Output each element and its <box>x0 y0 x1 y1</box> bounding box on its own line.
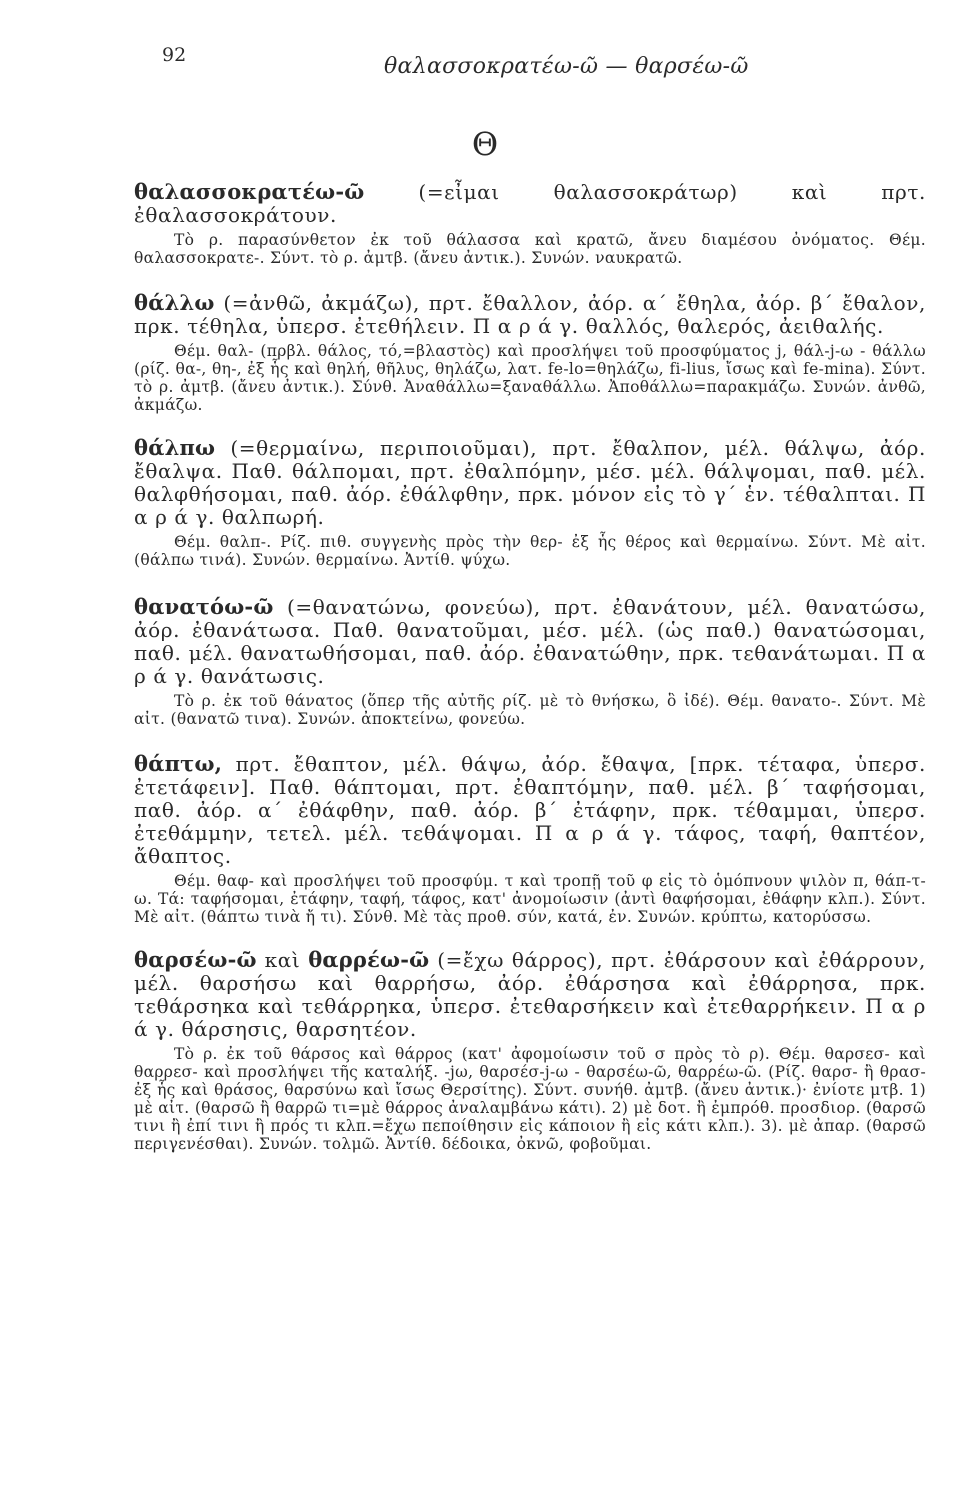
dictionary-entry <box>134 180 926 267</box>
running-head: θαλασσοκρατέω-ῶ — θαρσέω-ῶ <box>384 54 749 79</box>
entry-definition: (=ἀνθῶ, ἀκμάζω), πρτ. ἔθαλλον, ἀόρ. α΄ ἔθηλα, ἀόρ. β΄ ἔθαλον, πρκ. τέθηλα, ὑπερσ. ἐτεθήλειν. Π α ρ ά γ. θαλλός, θαλερός, ἀειθαλής. <box>134 291 926 338</box>
dictionary-entry <box>134 291 926 414</box>
section-letter: Θ <box>471 125 499 163</box>
entry-note: Θέμ. θαλ- (πρβλ. θάλος, τό,=βλαστὸς) καὶ προσλήψει τοῦ προσφύματος j, θάλ-j-ω - θάλλω (ρίζ. θα-, θη-, ἐξ ἧς καὶ θηλή, θῆλυς, θηλάζω, λατ. fe-lo=θηλάζω, fi-lius, ἴσως καὶ fe-mina). Σύντ. τὸ ρ. ἀμτβ. (ἄνευ ἀντικ.). Σύνθ. Ἀναθάλλω=ξαναθάλλω. Ἀποθάλλω=παρακμάζω. Συνών. ἀνθῶ, ἀκμάζω. <box>134 342 926 414</box>
entry-lemma: θανατόω-ῶ <box>134 594 274 619</box>
entry-note: Τὸ ρ. ἐκ τοῦ θάρσος καὶ θάρρος (κατ' ἀφομοίωσιν τοῦ σ πρὸς τὸ ρ). Θέμ. θαρσεσ- καὶ θαρρεσ- καὶ προσλήψει τῆς καταλήξ. -jω, θαρσέσ-j-ω - θαρσέω-ῶ, θαρρέω-ῶ. (Ρίζ. θαρσ- ἢ θρασ- ἐξ ἧς καὶ θράσος, θαρσύνω καὶ ἴσως Θερσίτης). Σύντ. συνήθ. ἀμτβ. (ἄνευ ἀντικ.)· ἐνίοτε μτβ. 1) μὲ αἰτ. (θαρσῶ ἢ θαρρῶ τι=μὲ θάρρος ἀναλαμβάνω κάτι). 2) μὲ δοτ. ἢ ἐμπρόθ. προσδιορ. (θαρσῶ τινι ἢ ἐπί τινι ἢ πρός τι κλπ.=ἔχω πεποίθησιν εἰς κάποιον ἢ εἰς κάτι κλπ.). 3). μὲ ἀπαρ. (θαρσῶ περιγενέσθαι). Συνών. τολμῶ. Ἀντίθ. δέδοικα, ὀκνῶ, φοβοῦμαι. <box>134 1045 926 1153</box>
entry-note: Θέμ. θαφ- καὶ προσλήψει τοῦ προσφύμ. τ καὶ τροπῇ τοῦ φ εἰς τὸ ὁμόπνουν ψιλὸν π, θάπ-τ-ω. Τά: ταφήσομαι, ἐτάφην, ταφή, τάφος, κατ' ἀνομοίωσιν (ἀντὶ θαφήσομαι, ἐθάφην κλπ.). Σύντ. Μὲ αἰτ. (θάπτω τινὰ ἤ τι). Σύνθ. Μὲ τὰς προθ. σύν, κατά, ἐν. Συνών. κρύπτω, κατορύσσω. <box>134 872 926 926</box>
lemma-connector: καὶ <box>256 948 309 972</box>
entry-lemma-variant: θαρρέω-ῶ <box>308 947 430 972</box>
dictionary-entry <box>134 595 926 728</box>
entry-lemma: θάπτω, <box>134 751 223 776</box>
dictionary-entry <box>134 752 926 926</box>
entry-definition: (=θανατώνω, φονεύω), πρτ. ἐθανάτουν, μέλ. θανατώσω, ἀόρ. ἐθανάτωσα. Παθ. θανατοῦμαι, μέσ. μέλ. (ὡς παθ.) θανατώσομαι, παθ. μέλ. θανατωθήσομαι, παθ. ἀόρ. ἐθανατώθην, πρκ. τεθανάτωμαι. Π α ρ ά γ. θανάτωσις. <box>134 595 926 688</box>
entries-column <box>134 180 926 1153</box>
entry-definition: (=ἔχω θάρρος), πρτ. ἐθάρσουν καὶ ἐθάρρουν, μέλ. θαρσήσω καὶ θαρρήσω, ἀόρ. ἐθάρσησα καὶ ἐθάρρησα, πρκ. τεθάρσηκα καὶ τεθάρρηκα, ὑπερσ. ἐτεθαρσήκειν καὶ ἐτεθαρρήκειν. Π α ρ ά γ. θάρσησις, θαρσητέον. <box>134 948 926 1041</box>
entry-note: Τὸ ρ. ἐκ τοῦ θάνατος (ὅπερ τῆς αὐτῆς ρίζ. μὲ τὸ θνήσκω, ὃ ἰδέ). Θέμ. θανατο-. Σύντ. Μὲ αἰτ. (θανατῶ τινα). Συνών. ἀποκτείνω, φονεύω. <box>134 692 926 728</box>
entry-note: Θέμ. θαλπ-. Ρίζ. πιθ. συγγενὴς πρὸς τὴν θερ- ἐξ ἧς θέρος καὶ θερμαίνω. Σύντ. Μὲ αἰτ. (θάλπω τινά). Συνών. θερμαίνω. Ἀντίθ. ψύχω. <box>134 533 926 569</box>
entry-definition: πρτ. ἔθαπτον, μέλ. θάψω, ἀόρ. ἔθαψα, [πρκ. τέταφα, ὑπερσ. ἐτετάφειν]. Παθ. θάπτομαι, πρτ. ἐθαπτόμην, παθ. μέλ. β΄ ταφήσομαι, παθ. ἀόρ. α΄ ἐθάφθην, παθ. ἀόρ. β΄ ἐτάφην, πρκ. τέθαμμαι, ὑπερσ. ἐτεθάμμην, τετελ. μέλ. τεθάψομαι. Π α ρ ά γ. τάφος, ταφή, θαπτέον, ἄθαπτος. <box>134 752 926 868</box>
dictionary-entry <box>134 436 926 569</box>
page-number: 92 <box>162 44 187 66</box>
entry-definition: (=εἶμαι θαλασσοκράτωρ) καὶ πρτ. ἐθαλασσοκράτουν. <box>134 180 926 227</box>
entry-note: Τὸ ρ. παρασύνθετον ἐκ τοῦ θάλασσα καὶ κρατῶ, ἄνευ διαμέσου ὀνόματος. Θέμ. θαλασσοκρατε-. Σύντ. τὸ ρ. ἀμτβ. (ἄνευ ἀντικ.). Συνών. ναυκρατῶ. <box>134 231 926 267</box>
entry-lemma: θαλασσοκρατέω-ῶ <box>134 179 365 204</box>
entry-lemma: θαρσέω-ῶ <box>134 947 257 972</box>
entry-lemma: θάλλω <box>134 290 215 315</box>
dictionary-entry <box>134 948 926 1153</box>
entry-lemma: θάλπω <box>134 435 216 460</box>
entry-definition: (=θερμαίνω, περιποιοῦμαι), πρτ. ἔθαλπον, μέλ. θάλψω, ἀόρ. ἔθαλψα. Παθ. θάλπομαι, πρτ. ἐθαλπόμην, μέσ. μέλ. θάλψομαι, παθ. μέλ. θαλφθήσομαι, παθ. ἀόρ. ἐθάλφθην, πρκ. μόνον εἰς τὸ γ΄ ἑν. τέθαλπται. Π α ρ ά γ. θαλπωρή. <box>134 436 926 529</box>
